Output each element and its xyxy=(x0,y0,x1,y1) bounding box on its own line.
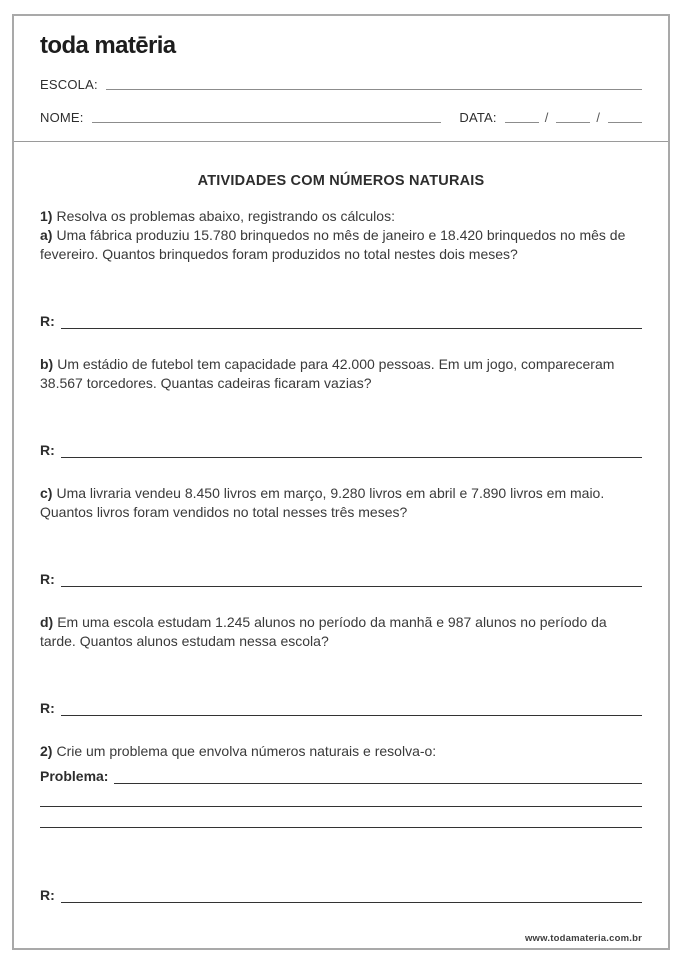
question-2-prompt: Crie um problema que envolva números naturais e resolva-o: xyxy=(56,743,437,759)
worksheet-title: ATIVIDADES COM NÚMEROS NATURAIS xyxy=(197,173,485,189)
worksheet-body xyxy=(14,142,668,948)
school-field-row xyxy=(40,74,642,92)
question-2-number: 2) xyxy=(40,743,53,759)
page-header xyxy=(14,16,668,142)
answer-line-1a xyxy=(40,312,642,331)
problem-blank-line xyxy=(114,782,642,784)
date-separator: / xyxy=(596,110,600,125)
name-label: NOME: xyxy=(40,110,84,125)
question-1c xyxy=(40,484,642,522)
question-1c-letter: c) xyxy=(40,485,53,501)
answer-blank-line xyxy=(61,714,642,716)
answer-line-2 xyxy=(40,886,642,905)
answer-line-1c xyxy=(40,570,642,589)
date-day-blank-line xyxy=(505,121,539,123)
school-blank-line xyxy=(106,88,642,90)
question-1d-letter: d) xyxy=(40,614,54,630)
problem-blank-line xyxy=(40,807,642,828)
date-year-blank-line xyxy=(608,121,642,123)
question-1-prompt: Resolva os problemas abaixo, registrando os cálculos: xyxy=(56,208,395,224)
answer-label: R: xyxy=(40,887,55,903)
answer-blank-line xyxy=(61,901,642,903)
problem-blank-line xyxy=(40,786,642,807)
toda-materia-logo: toda matēria xyxy=(40,32,176,59)
school-label: ESCOLA: xyxy=(40,77,98,92)
answer-blank-line xyxy=(61,327,642,329)
site-url: www.todamateria.com.br xyxy=(524,933,642,944)
question-2-intro xyxy=(40,742,642,761)
question-1a-letter: a) xyxy=(40,227,53,243)
answer-label: R: xyxy=(40,442,55,458)
question-1a xyxy=(40,226,642,264)
date-month-blank-line xyxy=(556,121,590,123)
answer-label: R: xyxy=(40,700,55,716)
name-date-field-row xyxy=(40,107,642,125)
answer-blank-line xyxy=(61,585,642,587)
answer-line-1d xyxy=(40,699,642,718)
answer-blank-line xyxy=(61,456,642,458)
answer-label: R: xyxy=(40,313,55,329)
question-1-number: 1) xyxy=(40,208,53,224)
date-separator: / xyxy=(544,110,549,125)
question-1a-text: Uma fábrica produziu 15.780 brinquedos no mês de janeiro e 18.420 brinquedos no mês de fevereiro. Quantos brinquedos foram produzidos no total nestes dois meses? xyxy=(40,227,626,262)
question-1b xyxy=(40,355,642,393)
question-1d xyxy=(40,613,642,651)
question-1b-text: Um estádio de futebol tem capacidade para 42.000 pessoas. Em um jogo, compareceram 38.567 torcedores. Quantas cadeiras ficaram vazias? xyxy=(40,356,615,391)
date-label: DATA: xyxy=(459,110,497,125)
name-blank-line xyxy=(92,121,442,123)
question-1b-letter: b) xyxy=(40,356,54,372)
question-1-intro xyxy=(40,207,642,226)
answer-line-1b xyxy=(40,441,642,460)
question-1d-text: Em uma escola estudam 1.245 alunos no período da manhã e 987 alunos no período da tarde. Quantos alunos estudam nessa escola? xyxy=(40,614,607,649)
answer-label: R: xyxy=(40,571,55,587)
worksheet-page xyxy=(12,14,670,950)
problem-line xyxy=(40,767,642,786)
problem-label: Problema: xyxy=(40,768,109,784)
question-1c-text: Uma livraria vendeu 8.450 livros em março, 9.280 livros em abril e 7.890 livros em maio. Quantos livros foram vendidos no total nesses três meses? xyxy=(40,485,605,520)
